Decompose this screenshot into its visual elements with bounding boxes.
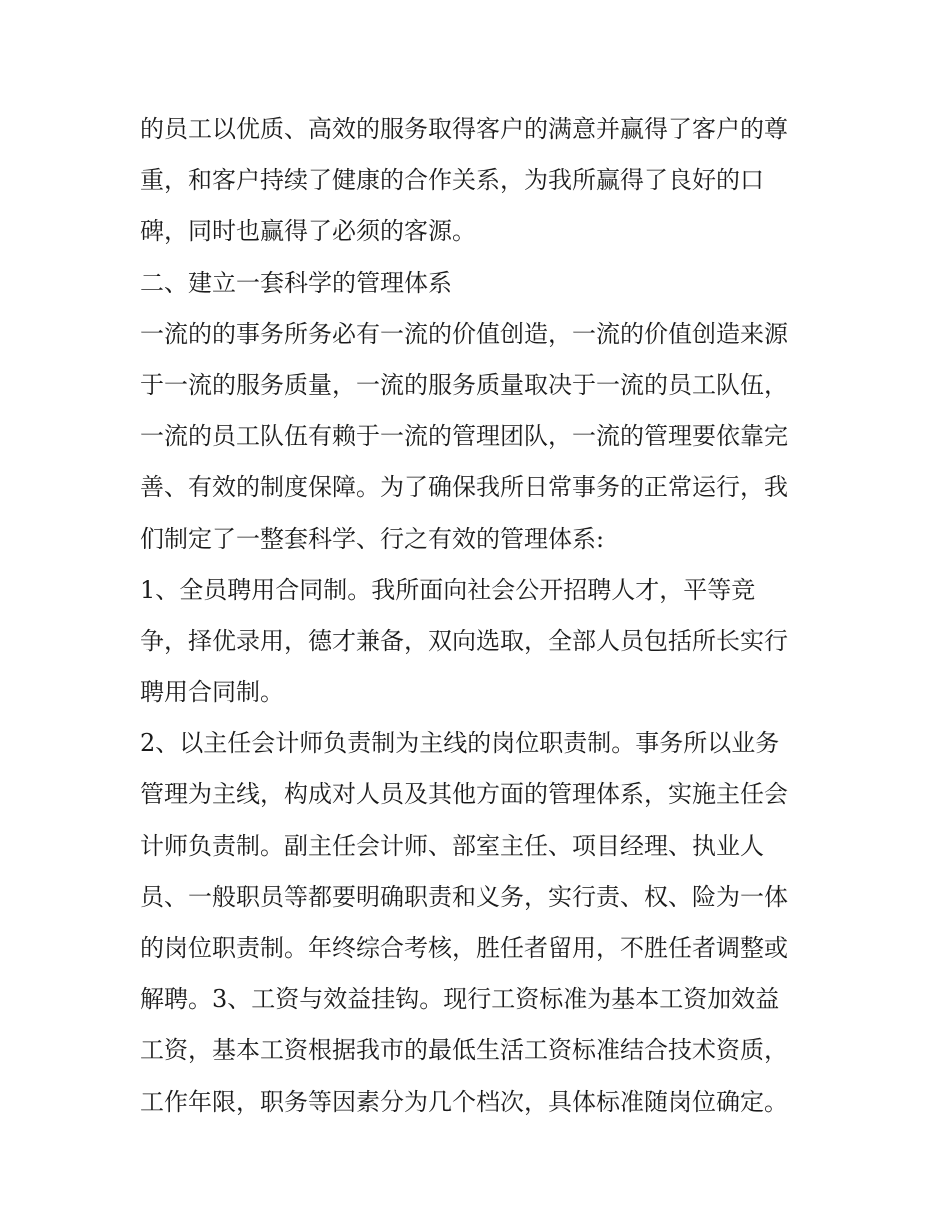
text-line: 计师负责制。副主任会计师、部室主任、项目经理、执业人 bbox=[140, 831, 764, 860]
text-line: 工资，基本工资根据我市的最低生活工资标准结合技术资质， bbox=[140, 1036, 788, 1065]
text-line: 于一流的服务质量，一流的服务质量取决于一流的员工队伍， bbox=[140, 370, 788, 399]
document-body bbox=[140, 104, 820, 1128]
text-line: 聘用合同制。 bbox=[140, 678, 284, 707]
text-line: 一流的的事务所务必有一流的价值创造，一流的价值创造来源 bbox=[140, 319, 788, 348]
list-item-2: 2、以主任会计师负责制为主线的岗位职责制。事务所以业务 bbox=[140, 729, 780, 758]
text-line: 的员工以优质、高效的服务取得客户的满意并赢得了客户的尊 bbox=[140, 115, 788, 143]
text-line: 善、有效的制度保障。为了确保我所日常事务的正常运行，我 bbox=[140, 473, 788, 502]
text-line: 争，择优录用，德才兼备，双向选取，全部人员包括所长实行 bbox=[140, 626, 788, 655]
text-line: 碑，同时也赢得了必须的客源。 bbox=[140, 217, 476, 246]
text-line: 们制定了一整套科学、行之有效的管理体系: bbox=[140, 524, 605, 553]
text-line: 一流的员工队伍有赖于一流的管理团队，一流的管理要依靠完 bbox=[140, 422, 788, 451]
list-item-1: 1、全员聘用合同制。我所面向社会公开招聘人才，平等竞 bbox=[140, 575, 756, 604]
text-line: 员、一般职员等都要明确职责和义务，实行责、权、险为一体 bbox=[140, 882, 788, 911]
text-line: 重，和客户持续了健康的合作关系，为我所赢得了良好的口 bbox=[140, 166, 764, 195]
text-line: 的岗位职责制。年终综合考核，胜任者留用，不胜任者调整或 bbox=[140, 934, 788, 962]
text-line: 解聘。3、工资与效益挂钩。现行工资标准为基本工资加效益 bbox=[140, 985, 780, 1014]
section-heading: 二、建立一套科学的管理体系 bbox=[140, 268, 452, 297]
text-line: 管理为主线，构成对人员及其他方面的管理体系，实施主任会 bbox=[140, 780, 788, 809]
text-line: 工作年限，职务等因素分为几个档次，具体标准随岗位确定。 bbox=[140, 1087, 788, 1116]
